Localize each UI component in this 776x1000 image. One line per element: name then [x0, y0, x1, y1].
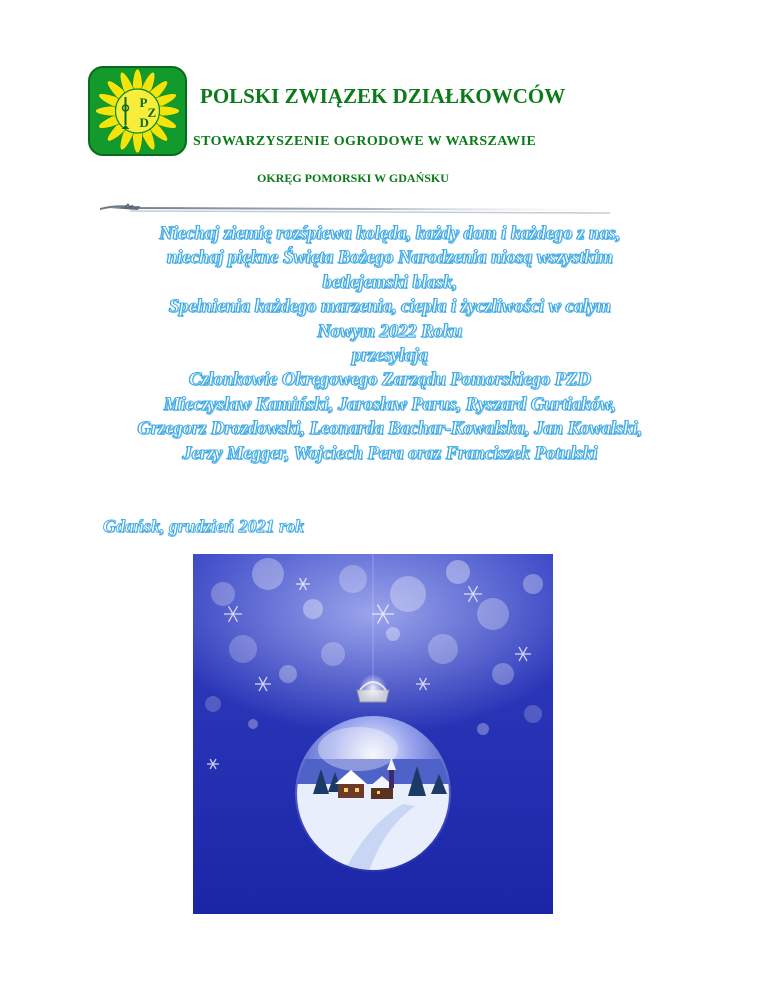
date-line: Gdańsk, grudzień 2021 rok: [103, 516, 305, 536]
greeting-line: Mieczysław Kamiński, Jarosław Parus, Ryszard Gurtiaków,: [163, 394, 617, 415]
svg-text:Z: Z: [147, 105, 157, 120]
pzd-logo: [88, 66, 187, 156]
organization-subtitle: STOWARZYSZENIE OGRODOWE W WARSZAWIE: [193, 134, 537, 149]
greeting-line: Nowym 2022 Roku: [317, 321, 463, 342]
greeting-line: Spełnienia każdego marzenia, ciepła i życzliwości w całym: [169, 297, 611, 318]
greeting-text: [60, 222, 720, 466]
svg-text:P: P: [139, 95, 148, 110]
greeting-line: niechaj piękne Święta Bożego Narodzenia niosą wszystkim: [166, 248, 614, 269]
organization-title: POLSKI ZWIĄZEK DZIAŁKOWCÓW: [200, 84, 566, 108]
district-name: OKRĘG POMORSKI W GDAŃSKU: [257, 171, 449, 185]
christmas-card-image: [193, 554, 553, 914]
greeting-line: Niechaj ziemię rozśpiewa kolęda, każdy dom i każdego z nas,: [159, 224, 621, 244]
decorative-divider: [100, 202, 620, 216]
greeting-line: Jerzy Megger, Wojciech Pera oraz Franciszek Potulski: [182, 443, 598, 464]
greeting-line: przesyłają: [351, 346, 429, 367]
svg-text:D: D: [139, 115, 149, 130]
greeting-line: Grzegorz Drozdowski, Leonarda Bachar-Kowalska, Jan Kowalski,: [137, 419, 643, 440]
greeting-line: Członkowie Okręgowego Zarządu Pomorskiego PZD: [189, 370, 591, 391]
greeting-line: betlejemski blask,: [322, 272, 458, 293]
